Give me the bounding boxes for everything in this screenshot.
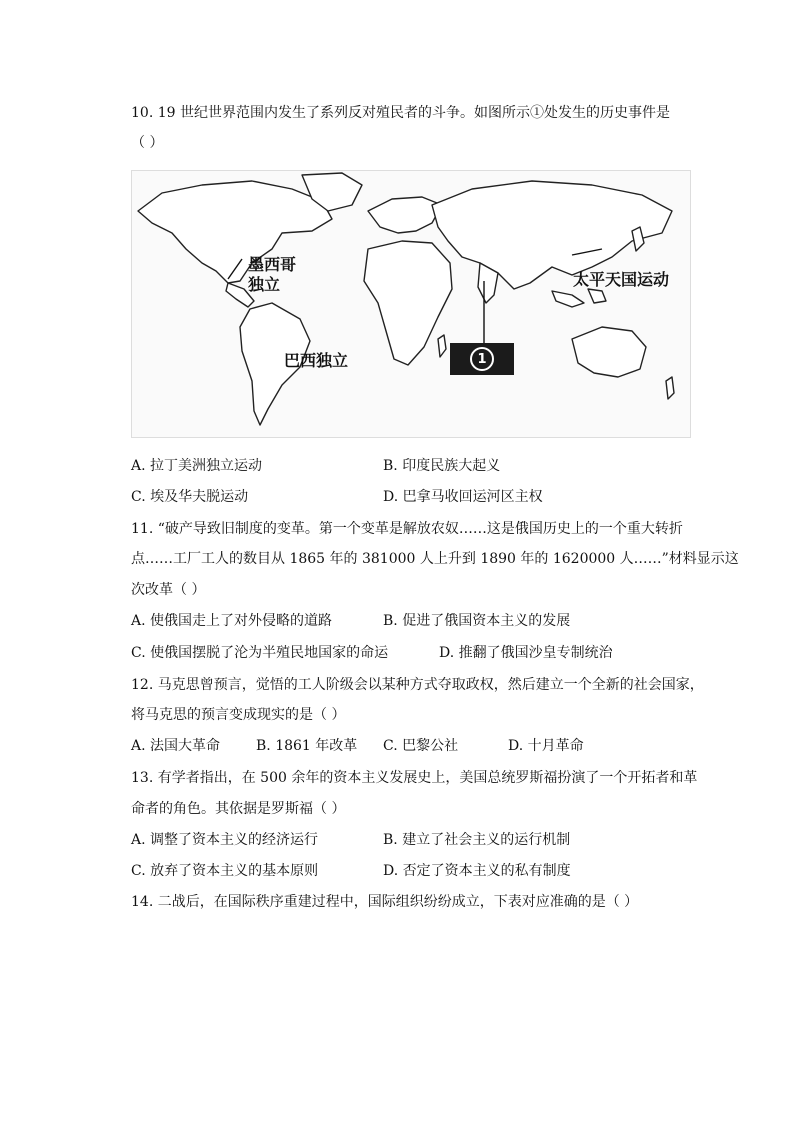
q13-option-b[interactable]: B. 建立了社会主义的运行机制: [383, 832, 571, 848]
world-map: [131, 170, 691, 438]
q11-option-b[interactable]: B. 促进了俄国资本主义的发展: [383, 613, 571, 629]
q12-option-b[interactable]: B. 1861 年改革: [256, 738, 358, 754]
q11-stem-line-3: 次改革（ ）: [131, 582, 206, 598]
q13-option-d[interactable]: D. 否定了资本主义的私有制度: [383, 863, 571, 879]
q11-option-c[interactable]: C. 使俄国摆脱了沦为半殖民地国家的命运: [131, 645, 389, 661]
q10-stem: 10. 19 世纪世界范围内发生了系列反对殖民者的斗争。如图所示①处发生的历史事件是: [131, 105, 670, 121]
q10-answer-paren: （ ）: [131, 135, 164, 151]
new-zealand-shape: [666, 377, 674, 399]
q11-option-d[interactable]: D. 推翻了俄国沙皇专制统治: [439, 645, 613, 661]
q12-option-a[interactable]: A. 法国大革命: [131, 738, 221, 754]
map-label-mexico-2: 独立: [248, 275, 281, 294]
q12-stem-line-1: 12. 马克思曾预言，觉悟的工人阶级会以某种方式夺取政权，然后建立一个全新的社会国家，: [131, 677, 704, 693]
q14-stem-line-1: 14. 二战后，在国际秩序重建过程中，国际组织纷纷成立，下表对应准确的是（ ）: [131, 894, 639, 910]
sea-islands-shape: [552, 291, 584, 307]
q13-stem-line-1: 13. 有学者指出，在 500 余年的资本主义发展史上，美国总统罗斯福扮演了一个开拓者和革: [131, 770, 698, 786]
q10-option-b[interactable]: B. 印度民族大起义: [383, 458, 501, 474]
q12-option-c[interactable]: C. 巴黎公社: [383, 738, 459, 754]
q11-stem-line-2: 点……工厂工人的数目从 1865 年的 381000 人上升到 1890 年的 1620000 人……”材料显示这: [131, 551, 739, 567]
europe-shape: [368, 197, 442, 233]
map-label-brazil: 巴西独立: [284, 351, 349, 370]
q10-option-d[interactable]: D. 巴拿马收回运河区主权: [383, 489, 543, 505]
australia-shape: [572, 327, 646, 377]
q12-option-d[interactable]: D. 十月革命: [508, 738, 584, 754]
q11-stem-line-1: 11. “破产导致旧制度的变革。第一个变革是解放农奴……这是俄国历史上的一个重大转折: [131, 521, 683, 537]
q13-option-c[interactable]: C. 放弃了资本主义的基本原则: [131, 863, 319, 879]
marker-number: 1: [470, 347, 494, 371]
north-america-shape: [138, 181, 332, 283]
world-map-outline: [132, 171, 690, 437]
map-label-mexico-1: 墨西哥: [248, 255, 297, 274]
q10-option-c[interactable]: C. 埃及华夫脱运动: [131, 489, 249, 505]
map-marker-1: [450, 343, 514, 375]
q10-option-a[interactable]: A. 拉丁美洲独立运动: [131, 458, 263, 474]
q12-stem-line-2: 将马克思的预言变成现实的是（ ）: [131, 707, 346, 723]
madagascar-shape: [438, 335, 446, 357]
map-label-taiping: 太平天国运动: [573, 270, 670, 289]
q13-option-a[interactable]: A. 调整了资本主义的经济运行: [131, 832, 319, 848]
sea-islands-shape-2: [588, 289, 606, 303]
q11-option-a[interactable]: A. 使俄国走上了对外侵略的道路: [131, 613, 333, 629]
q13-stem-line-2: 命者的角色。其依据是罗斯福（ ）: [131, 801, 346, 817]
